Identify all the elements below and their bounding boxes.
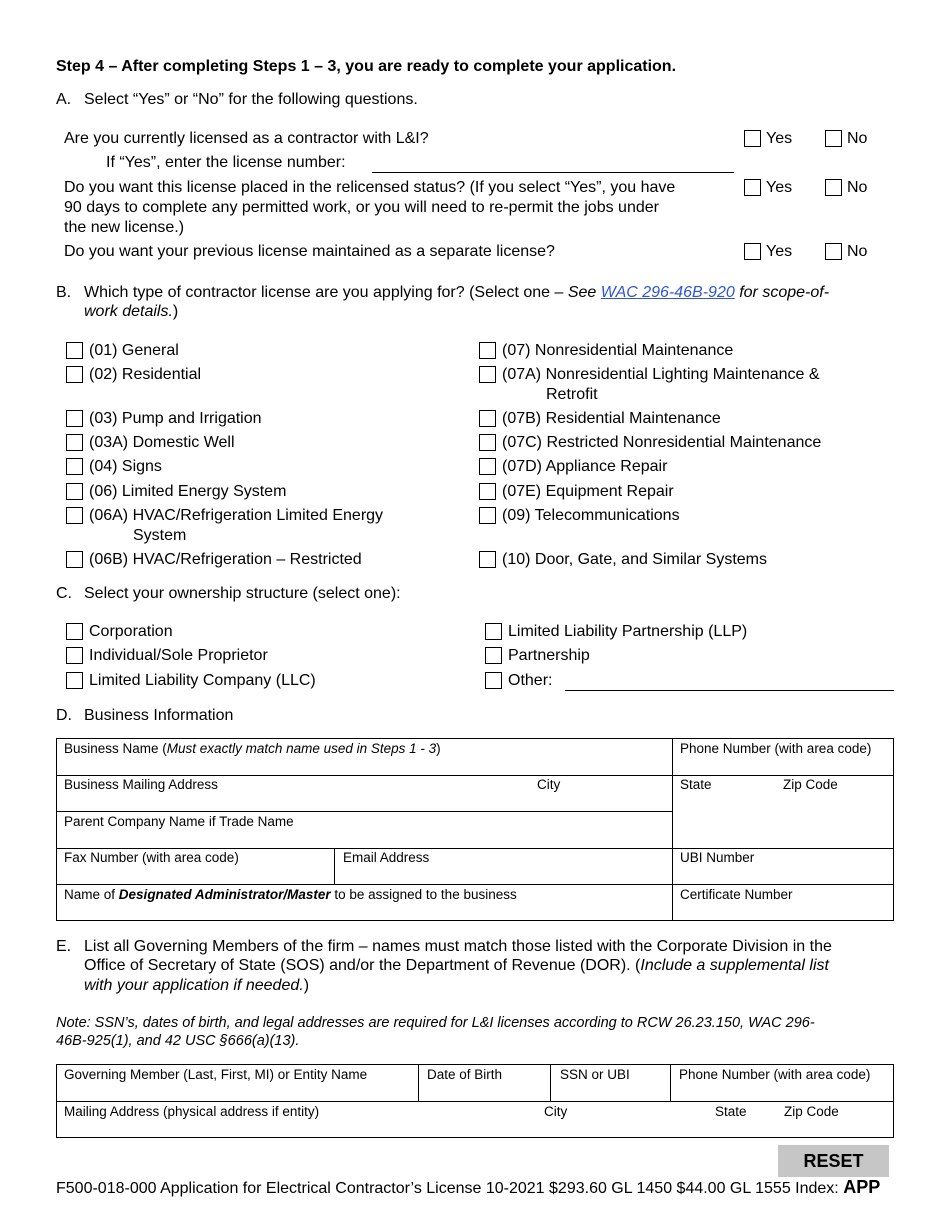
license-06a-checkbox[interactable] [66, 507, 83, 524]
ownership-other-label: Other: [508, 672, 553, 689]
section-e-line3-ital: with your application if needed. [84, 977, 304, 994]
form-footer [56, 1177, 880, 1199]
section-e-line2-ital: Include a supplemental list [640, 957, 829, 974]
section-e-line3-post: ) [303, 977, 310, 994]
section-b-see: See [567, 284, 597, 301]
relicensed-yes-checkbox[interactable] [744, 179, 761, 196]
section-c-heading: Select your ownership structure (select one): [84, 585, 401, 602]
business-zip-field[interactable]: Zip Code [783, 777, 838, 792]
license-03a-label: (03A) Domestic Well [89, 434, 235, 451]
admin-label-pre: Name of [64, 887, 116, 902]
question-licensed: Are you currently licensed as a contractor with L&I? [64, 130, 429, 147]
question-relicensed-line3: the new license.) [64, 219, 185, 236]
license-10-label: (10) Door, Gate, and Similar Systems [502, 551, 767, 568]
separate-yes-checkbox[interactable] [744, 243, 761, 260]
table-divider [670, 1064, 671, 1101]
member-name-field[interactable]: Governing Member (Last, First, MI) or Entity Name [64, 1067, 368, 1082]
section-e-line2-pre: Office of Secretary of State (SOS) and/or the Department of Revenue (DOR). ( [84, 957, 641, 974]
relicensed-no-label: No [847, 179, 868, 196]
ssn-note-line1: Note: SSN’s, dates of birth, and legal addresses are required for L&I licenses according to RCW 26.23.150, WAC 296- [56, 1015, 815, 1031]
license-07b-label: (07B) Residential Maintenance [502, 410, 721, 427]
ubi-number-field[interactable]: UBI Number [680, 850, 755, 865]
separate-no-checkbox[interactable] [825, 243, 842, 260]
table-divider [672, 738, 673, 921]
table-divider [418, 1064, 419, 1101]
license-03a-checkbox[interactable] [66, 434, 83, 451]
license-06-checkbox[interactable] [66, 483, 83, 500]
section-b-heading-pre: Which type of contractor license are you applying for? (Select one – [84, 284, 564, 301]
wac-link[interactable]: WAC 296-46B-920 [600, 284, 735, 301]
relicensed-no-checkbox[interactable] [825, 179, 842, 196]
section-c-letter: C. [56, 585, 72, 602]
license-10-checkbox[interactable] [479, 551, 496, 568]
ownership-llc-label: Limited Liability Company (LLC) [89, 672, 316, 689]
license-07c-label: (07C) Restricted Nonresidential Maintenance [502, 434, 822, 451]
licensed-yes-checkbox[interactable] [744, 130, 761, 147]
ownership-corporation-checkbox[interactable] [66, 623, 83, 640]
member-dob-field[interactable]: Date of Birth [427, 1067, 503, 1082]
license-06a-label: (06A) HVAC/Refrigeration Limited Energy [89, 507, 384, 524]
table-divider [550, 1064, 551, 1101]
separate-yes-label: Yes [766, 243, 793, 260]
ownership-sole-proprietor-label: Individual/Sole Proprietor [89, 647, 268, 664]
section-b-heading-post: for scope-of- [739, 284, 830, 301]
license-06-label: (06) Limited Energy System [89, 483, 287, 500]
license-07-label: (07) Nonresidential Maintenance [502, 342, 734, 359]
certificate-number-field[interactable]: Certificate Number [680, 887, 793, 902]
business-state-field[interactable]: State [680, 777, 712, 792]
member-mailing-field[interactable]: Mailing Address (physical address if entity) [64, 1104, 320, 1119]
fax-number-field[interactable]: Fax Number (with area code) [64, 850, 239, 865]
ownership-other-field[interactable] [565, 690, 894, 691]
ownership-other-checkbox[interactable] [485, 672, 502, 689]
business-name-close: ) [436, 741, 441, 756]
business-name-field[interactable] [64, 740, 441, 757]
licensed-yes-label: Yes [766, 130, 793, 147]
reset-button[interactable]: RESET [778, 1145, 889, 1177]
table-divider [56, 884, 894, 885]
table-divider [56, 1101, 894, 1102]
section-a-heading: Select “Yes” or “No” for the following questions. [84, 91, 418, 108]
section-b-heading-line2 [84, 302, 178, 322]
license-07d-label: (07D) Appliance Repair [502, 458, 668, 475]
ownership-partnership-label: Partnership [508, 647, 590, 664]
ownership-corporation-label: Corporation [89, 623, 173, 640]
licensed-no-checkbox[interactable] [825, 130, 842, 147]
license-07a-label: (07A) Nonresidential Lighting Maintenance & [502, 366, 820, 383]
administrator-field[interactable] [64, 886, 517, 903]
section-e-line2 [84, 956, 829, 976]
business-mailing-field[interactable]: Business Mailing Address [64, 777, 218, 792]
license-07a-checkbox[interactable] [479, 366, 496, 383]
ssn-note-line2: 46B-925(1), and 42 USC §666(a)(13). [56, 1033, 300, 1049]
license-number-field[interactable] [372, 172, 734, 173]
license-01-label: (01) General [89, 342, 179, 359]
licensed-no-label: No [847, 130, 868, 147]
license-03-checkbox[interactable] [66, 410, 83, 427]
ownership-partnership-checkbox[interactable] [485, 647, 502, 664]
license-07d-checkbox[interactable] [479, 458, 496, 475]
table-divider [334, 848, 335, 884]
relicensed-yes-label: Yes [766, 179, 793, 196]
license-07c-checkbox[interactable] [479, 434, 496, 451]
license-06a-label-cont: System [133, 527, 187, 544]
section-b-letter: B. [56, 284, 72, 301]
member-state-field[interactable]: State [715, 1104, 747, 1119]
section-e-line1: List all Governing Members of the firm – names must match those listed with the Corporate Division in the [84, 938, 832, 955]
ownership-llp-checkbox[interactable] [485, 623, 502, 640]
business-name-label: Business Name ( [64, 741, 167, 756]
section-a-letter: A. [56, 91, 72, 108]
section-b-heading [84, 283, 829, 303]
license-02-label: (02) Residential [89, 366, 202, 383]
license-03-label: (03) Pump and Irrigation [89, 410, 262, 427]
section-e-line3 [84, 976, 309, 996]
separate-no-label: No [847, 243, 868, 260]
license-06b-checkbox[interactable] [66, 551, 83, 568]
step4-title: Step 4 – After completing Steps 1 – 3, you are ready to complete your application. [56, 58, 677, 75]
member-ssn-field[interactable]: SSN or UBI [560, 1067, 630, 1082]
license-07-checkbox[interactable] [479, 342, 496, 359]
license-01-checkbox[interactable] [66, 342, 83, 359]
section-b-work-details: work details. [84, 303, 173, 320]
section-d-heading: Business Information [84, 707, 234, 724]
business-name-note: Must exactly match name used in Steps 1 - 3 [166, 741, 437, 756]
form-index: APP [843, 1177, 881, 1197]
license-04-label: (04) Signs [89, 458, 162, 475]
license-number-label: If “Yes”, enter the license number: [106, 154, 346, 171]
license-07a-label-cont: Retrofit [546, 386, 598, 403]
form-footer-text: F500-018-000 Application for Electrical Contractor’s License 10-2021 $293.60 GL 1450 $44.00 GL 1555 Index: [56, 1180, 839, 1197]
table-divider [56, 811, 673, 812]
section-e-letter: E. [56, 938, 72, 955]
license-09-label: (09) Telecommunications [502, 507, 680, 524]
business-phone-field[interactable]: Phone Number (with area code) [680, 741, 872, 756]
license-07b-checkbox[interactable] [479, 410, 496, 427]
admin-label-bold: Designated Administrator/Master [118, 887, 331, 902]
ownership-llp-label: Limited Liability Partnership (LLP) [508, 623, 748, 640]
business-city-field[interactable]: City [537, 777, 561, 792]
license-02-checkbox[interactable] [66, 366, 83, 383]
license-09-checkbox[interactable] [479, 507, 496, 524]
member-zip-field[interactable]: Zip Code [784, 1104, 839, 1119]
member-city-field[interactable]: City [544, 1104, 568, 1119]
member-phone-field[interactable]: Phone Number (with area code) [679, 1067, 871, 1082]
admin-label-post: to be assigned to the business [334, 887, 517, 902]
parent-company-field[interactable]: Parent Company Name if Trade Name [64, 814, 294, 829]
license-07e-checkbox[interactable] [479, 483, 496, 500]
section-b-close: ) [172, 303, 179, 320]
license-07e-label: (07E) Equipment Repair [502, 483, 674, 500]
section-d-letter: D. [56, 707, 72, 724]
question-separate: Do you want your previous license maintained as a separate license? [64, 243, 555, 260]
license-04-checkbox[interactable] [66, 458, 83, 475]
email-field[interactable]: Email Address [343, 850, 430, 865]
ownership-sole-proprietor-checkbox[interactable] [66, 647, 83, 664]
license-06b-label: (06B) HVAC/Refrigeration – Restricted [89, 551, 362, 568]
ownership-llc-checkbox[interactable] [66, 672, 83, 689]
question-relicensed-line1: Do you want this license placed in the relicensed status? (If you select “Yes”, you have [64, 179, 676, 196]
question-relicensed-line2: 90 days to complete any permitted work, or you will need to re-permit the jobs under [64, 199, 659, 216]
